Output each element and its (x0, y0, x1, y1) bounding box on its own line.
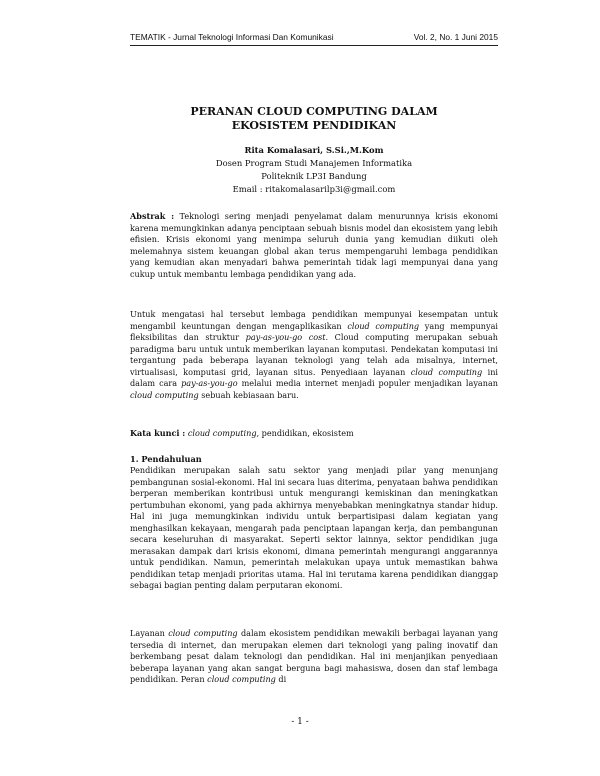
keywords-emphasis: cloud computing, (187, 428, 260, 438)
title-line-2: EKOSISTEM PENDIDIKAN (231, 119, 397, 132)
volume-info: Vol. 2, No. 1 Juni 2015 (413, 32, 498, 42)
abstract-text: Teknologi sering menjadi penyelamat dalam menurunnya krisis ekonomi karena memungkinkan adanya penciptaan sebuah bisnis model dan ekosistem yang lebih efisien. Krisis ekonomi yang menimpa seluruh dunia yang kemudian diikuti oleh melemahnya sistem keuangan global akan terus mempengaruhi lembaga pendidikan yang kemudian akan menyadari bahwa pemerintah tidak lagi mempunyai dana yang cukup untuk membantu lembaga pendidikan yang ada. (130, 211, 498, 279)
abstract-label: Abstrak : (130, 211, 175, 221)
author-block (130, 144, 498, 196)
paragraph-text: melalui media internet menjadi populer menjadikan layanan (241, 378, 498, 388)
paragraph-text: sebuah kebiasaan baru. (201, 389, 299, 400)
keywords (130, 428, 498, 440)
author-name: Rita Komalasari, S.Si.,M.Kom (244, 145, 384, 155)
emphasis-text: pay-as-you-go cost (245, 332, 326, 342)
paragraph-text: Layanan (130, 628, 165, 638)
section-heading: 1. Pendahuluan (130, 454, 202, 464)
emphasis-text: cloud computing (168, 628, 238, 638)
paragraph-text: di (278, 674, 287, 684)
intro-paragraph (130, 309, 498, 401)
keywords-text: pendidikan, ekosistem (261, 428, 354, 438)
author-position: Dosen Program Studi Manajemen Informatika (215, 158, 413, 168)
author-institution: Politeknik LP3I Bandung (261, 171, 367, 181)
paragraph-text: dalam ekosistem pendidikan mewakili berbagai layanan yang tersedia di internet, dan merupakan elemen dari teknologi yang paling inovatif dan berkembang pesat dalam teknologi dan pendidikan. Hal ini menjanjikan penyediaan beberapa layanan yang akan sangat berguna bagi mahasiswa, dosen dan staf lembaga pendidikan. Peran (130, 628, 498, 684)
paragraph-text: Untuk mengatasi hal tersebut lembaga pendidikan mempunyai kesempatan untuk mengambil keuntungan dengan mengaplikasikan (130, 309, 498, 331)
journal-name: TEMATIK - Jurnal Teknologi Informasi Dan Komunikasi (130, 32, 334, 42)
page-number: - 1 - (291, 717, 309, 727)
running-header (130, 32, 498, 46)
paragraph-text: yang mempunyai fleksibilitas dan struktur (130, 320, 499, 342)
section-paragraph-1: Pendidikan merupakan salah satu sektor yang menjadi pilar yang menunjang pembangunan sosial-ekonomi. Hal ini secara luas diterima, penyataan bahwa pendidikan berperan memberikan kontribusi untuk mengurangi kemiskinan dan meningkatkan pertumbuhan ekonomi, yang pada akhirnya menyebabkan meningkatnya standar hidup. Hal ini juga memungkinkan individu untuk berpartisipasi dalam kegiatan yang menghasilkan kekayaan, mengarah pada penciptaan lapangan kerja, dan pembangunan secara keseluruhan di masyarakat. Seperti sektor lainnya, sektor pendidikan juga merasakan dampak dari krisis ekonomi, dimana pemerintah mengurangi anggarannya untuk pendidikan. Namun, pemerintah melakukan upaya untuk memastikan bahwa pendidikan tetap menjadi prioritas utama. Hal ini terutama karena pendidikan dianggap sebagai bagian penting dalam perputaran ekonomi. (130, 465, 498, 590)
author-email: Email : ritakomalasarilp3i@gmail.com (232, 184, 396, 194)
title-line-1: PERANAN CLOUD COMPUTING DALAM (190, 105, 438, 118)
abstract (130, 211, 498, 280)
emphasis-text: cloud computing (130, 389, 199, 400)
emphasis-text: cloud computing (410, 366, 483, 377)
keywords-label: Kata kunci : (130, 428, 186, 438)
emphasis-text: cloud computing (207, 674, 276, 684)
emphasis-text: cloud computing (347, 320, 420, 331)
paragraph-text: ini dalam cara (130, 366, 498, 388)
section-paragraph-2 (130, 628, 498, 686)
emphasis-text: pay-as-you-go (181, 378, 238, 388)
paragraph-text: . Cloud computing merupakan sebuah paradigma baru untuk untuk memberikan layanan komputasi. Pendekatan komputasi ini tergantung pada beberapa layanan teknologi yang telah ada misalnya, internet, virtualisasi, komputasi grid, layanan situs. Penyediaan layanan (130, 332, 499, 377)
paper-title (130, 105, 498, 133)
